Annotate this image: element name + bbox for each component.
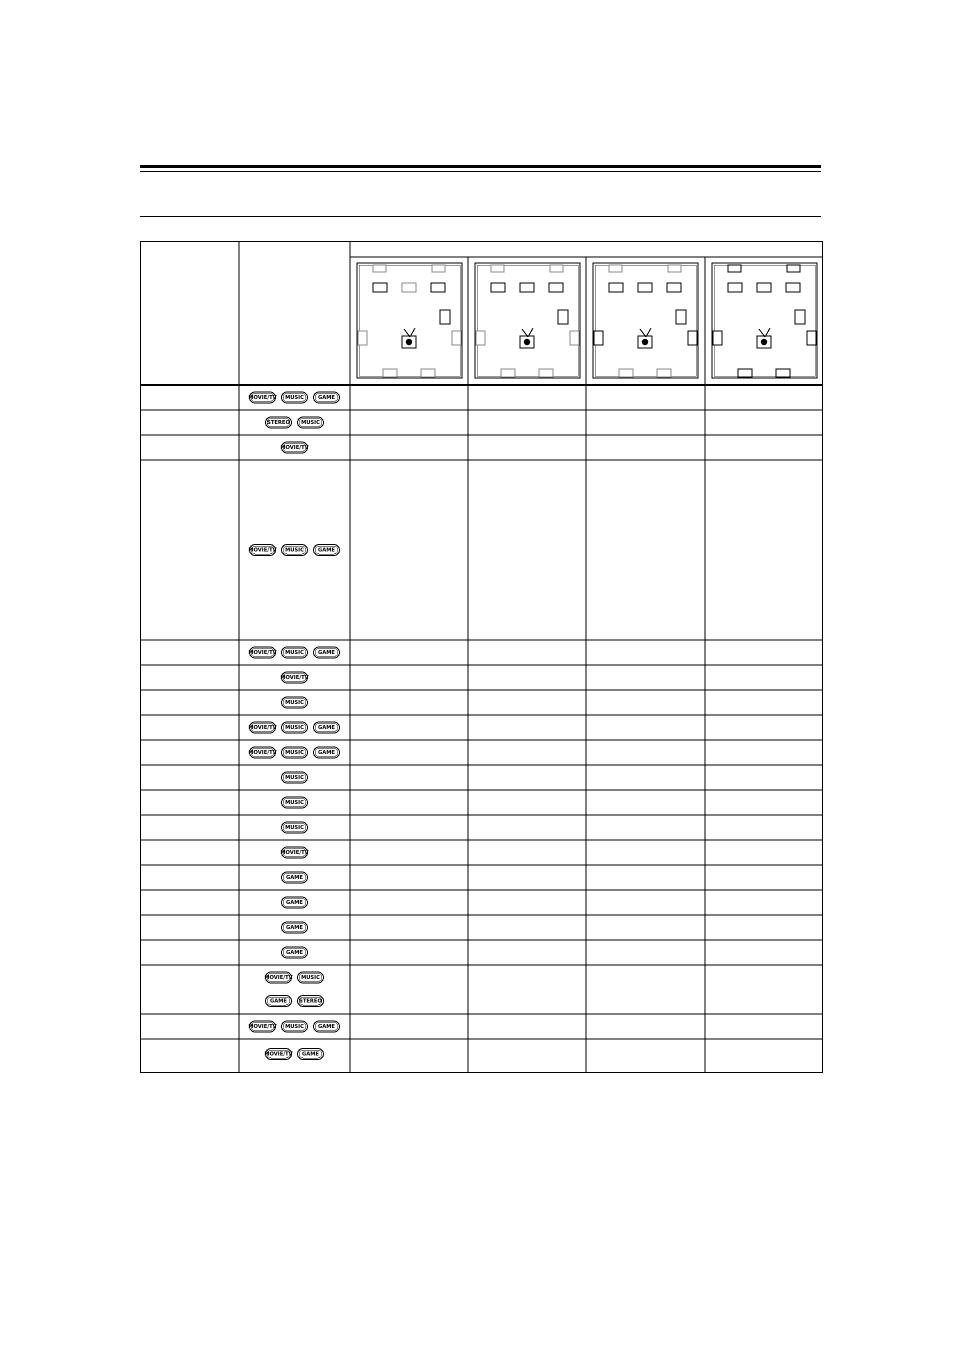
top-thin-rule <box>140 171 821 172</box>
front-left-speaker <box>609 283 623 292</box>
front-right-speaker <box>431 283 445 292</box>
mode-button-label: GAME <box>318 724 335 731</box>
surround-back-left-speaker <box>619 369 633 377</box>
surround-left-speaker <box>476 331 485 345</box>
front-right-speaker <box>786 283 800 292</box>
surround-left-speaker <box>594 331 603 345</box>
mode-button-label: MOVIE/TV <box>280 849 309 856</box>
mode-button-label: MOVIE/TV <box>248 724 277 731</box>
mode-button-label: GAME <box>286 899 303 906</box>
front-high-left-speaker <box>728 265 741 272</box>
mode-button-label: GAME <box>302 1051 319 1058</box>
listener-head <box>524 339 530 345</box>
surround-left-speaker <box>358 331 367 345</box>
mode-button-label: MUSIC <box>285 749 304 756</box>
mode-button-label: MUSIC <box>285 699 304 706</box>
mode-button-label: MOVIE/TV <box>280 674 309 681</box>
surround-back-left-speaker <box>501 369 515 377</box>
mode-button-label: MUSIC <box>285 774 304 781</box>
front-left-speaker <box>491 283 505 292</box>
front-high-right-speaker <box>668 265 681 272</box>
mode-button-label: GAME <box>286 949 303 956</box>
mode-button-label: MOVIE/TV <box>248 1023 277 1030</box>
surround-left-speaker <box>713 331 722 345</box>
mode-button-label: MOVIE/TV <box>248 749 277 756</box>
surround-right-speaker <box>688 331 697 345</box>
subwoofer <box>676 310 686 324</box>
front-left-speaker <box>728 283 742 292</box>
mode-button-label: GAME <box>318 1023 335 1030</box>
section-rule <box>140 216 821 217</box>
listener-head <box>406 339 412 345</box>
subwoofer <box>558 310 568 324</box>
mode-button-label: MUSIC <box>285 547 304 554</box>
mode-button-label: GAME <box>318 547 335 554</box>
mode-button-label: MUSIC <box>285 1023 304 1030</box>
mode-button-label: STEREO <box>299 998 322 1005</box>
front-right-speaker <box>667 283 681 292</box>
mode-button-label: MUSIC <box>285 649 304 656</box>
surround-back-right-speaker <box>421 369 435 377</box>
listening-mode-table <box>140 241 823 1073</box>
mode-button-label: MUSIC <box>301 974 320 981</box>
center-speaker <box>520 283 534 292</box>
mode-button-label: MUSIC <box>285 724 304 731</box>
mode-button-label: MOVIE/TV <box>264 974 293 981</box>
mode-button-label: GAME <box>318 749 335 756</box>
mode-button-label: MUSIC <box>285 824 304 831</box>
mode-button-label: MUSIC <box>301 419 320 426</box>
center-speaker <box>757 283 771 292</box>
surround-back-right-speaker <box>776 369 790 377</box>
mode-button-label: MOVIE/TV <box>248 649 277 656</box>
front-left-speaker <box>373 283 387 292</box>
mode-button-label: GAME <box>270 998 287 1005</box>
mode-button-label: MOVIE/TV <box>264 1051 293 1058</box>
front-high-left-speaker <box>609 265 622 272</box>
surround-back-left-speaker <box>738 369 752 377</box>
mode-button-label: MOVIE/TV <box>280 444 309 451</box>
mode-button-label: MOVIE/TV <box>248 547 277 554</box>
mode-button-label: MUSIC <box>285 394 304 401</box>
front-high-left-speaker <box>373 265 386 272</box>
center-speaker <box>638 283 652 292</box>
mode-button-label: MUSIC <box>285 799 304 806</box>
front-high-right-speaker <box>550 265 563 272</box>
listener-head <box>642 339 648 345</box>
surround-right-speaker <box>570 331 579 345</box>
center-speaker <box>402 283 416 292</box>
mode-button-label: GAME <box>318 394 335 401</box>
front-high-right-speaker <box>787 265 800 272</box>
mode-button-label: GAME <box>286 924 303 931</box>
front-high-left-speaker <box>491 265 504 272</box>
surround-right-speaker <box>807 331 816 345</box>
surround-back-right-speaker <box>539 369 553 377</box>
top-heavy-rule <box>140 165 821 168</box>
front-high-right-speaker <box>432 265 445 272</box>
subwoofer <box>795 310 805 324</box>
mode-button-label: STEREO <box>267 419 290 426</box>
mode-button-label: GAME <box>318 649 335 656</box>
mode-button-label: MOVIE/TV <box>248 394 277 401</box>
surround-right-speaker <box>452 331 461 345</box>
front-right-speaker <box>549 283 563 292</box>
mode-button-label: GAME <box>286 874 303 881</box>
surround-back-left-speaker <box>383 369 397 377</box>
subwoofer <box>440 310 450 324</box>
listener-head <box>761 339 767 345</box>
surround-back-right-speaker <box>657 369 671 377</box>
